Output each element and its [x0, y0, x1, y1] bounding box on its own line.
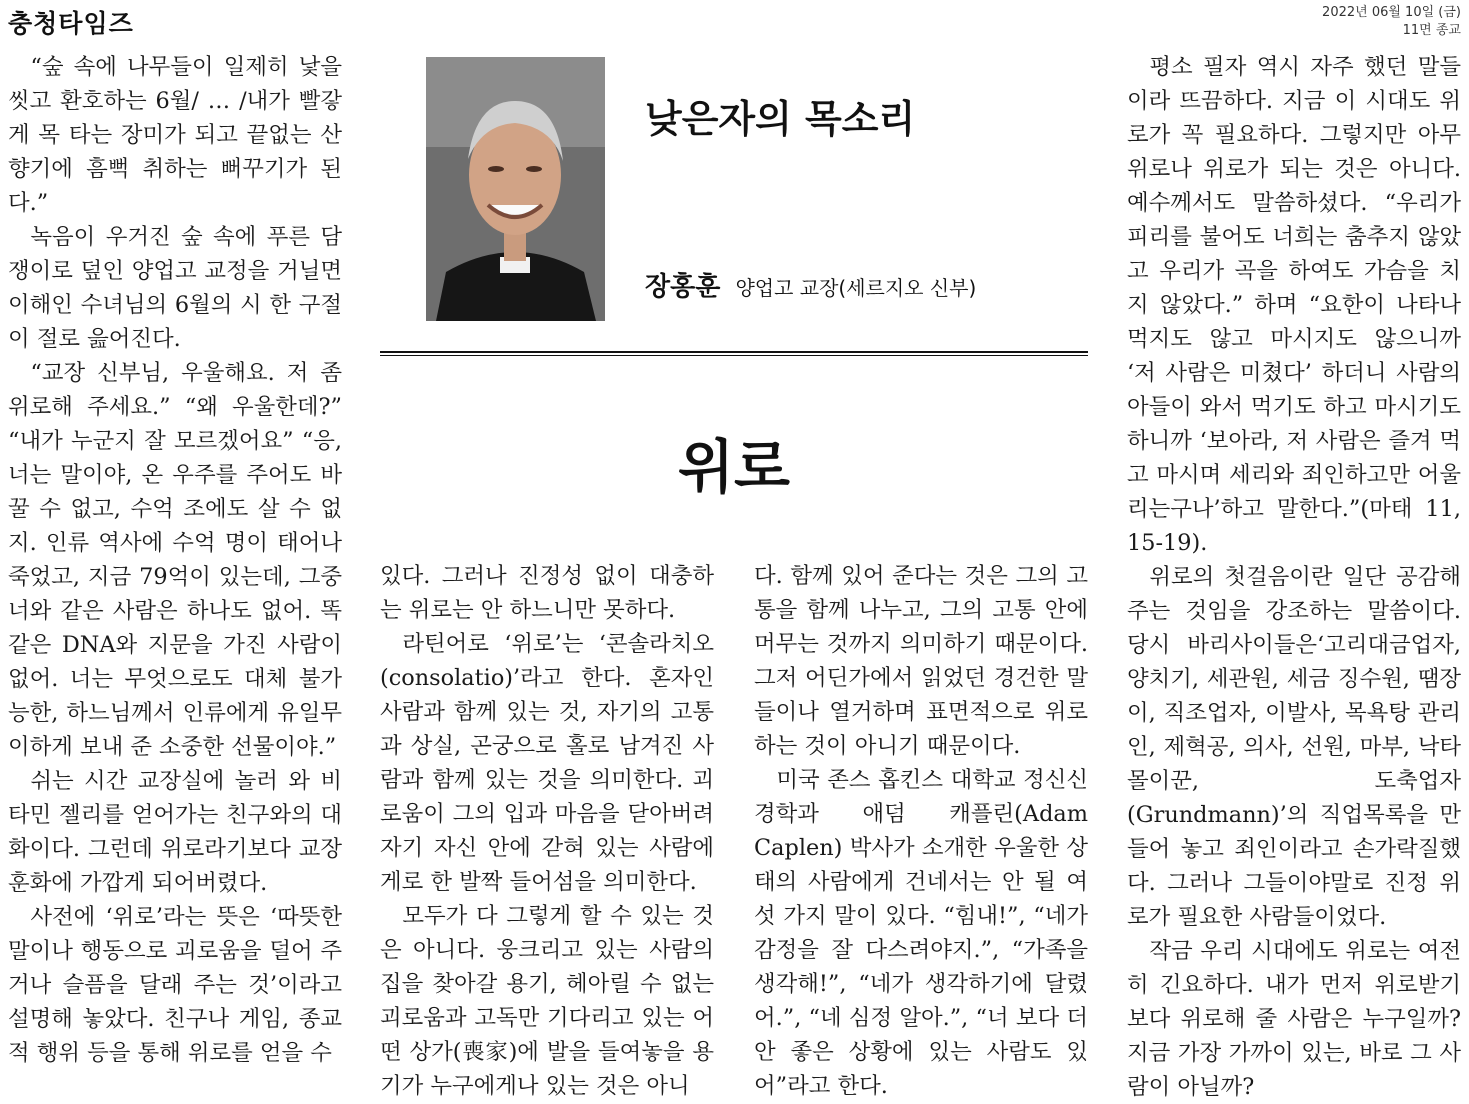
article-column-1	[8, 50, 342, 1070]
author-byline	[645, 266, 976, 303]
paragraph: 위로의 첫걸음이란 일단 공감해 주는 것임을 강조하는 말씀이다. 당시 바리사이들은‘고리대금업자, 양치기, 세관원, 세금 징수원, 땜장이, 직조업자, 이발사, 목욕탕 관리인, 제혁공, 의사, 선원, 마부, 낙타몰이꾼, 도축업자(Grundmann)’의 직업목록을 만들어 놓고 죄인이라고 손가락질했다. 그러나 그들이야말로 진정 위로가 필요한 사람들이었다.	[1127, 564, 1461, 930]
paragraph: 다. 함께 있어 준다는 것은 그의 고통을 함께 나누고, 그의 고통 안에 머무는 것까지 의미하기 때문이다. 그저 어딘가에서 읽었던 경건한 말들이나 열거하며 표면적으로 위로하는 것이 아니기 때문이다.	[754, 563, 1088, 759]
divider-line	[380, 351, 1088, 353]
author-photo	[426, 57, 605, 321]
issue-date: 2022년 06월 10일 (금)	[1322, 5, 1461, 20]
paragraph: 평소 필자 역시 자주 했던 말들이라 뜨끔하다. 지금 이 시대도 위로가 꼭 필요하다. 그렇지만 아무 위로나 위로가 되는 것은 아니다. 예수께서도 말씀하셨다. “우리가 피리를 불어도 너희는 춤추지 않았고 우리가 곡을 하여도 가슴을 치지 않았다.” 하며 “요한이 나타나 먹지도 않고 마시지도 않으니까 ‘저 사람은 미쳤다’ 하더니 사람의 아들이 와서 먹기도 하고 마시기도 하니까 ‘보아라, 저 사람은 즐겨 먹고 마시며 세리와 죄인하고만 어울리는구나’하고 말한다.”(마태 11, 15-19).	[1127, 54, 1461, 556]
paragraph: 미국 존스 홉킨스 대학교 정신신경학과 애덤 캐플린(Adam Caplen) 박사가 소개한 우울한 상태의 사람에게 건네서는 안 될 여섯 가지 말이 있다. “힘내!”, “네가 감정을 잘 다스려야지.”, “가족을 생각해!”, “네가 생각하기에 달렸어.”, “네 심정 알아.”, “너 보다 더 안 좋은 상황에 있는 사람도 있어”라고 한다.	[754, 767, 1088, 1099]
author-name: 장홍훈	[645, 272, 721, 302]
article-column-2	[380, 559, 714, 1103]
dateline	[1322, 4, 1461, 40]
paragraph: 있다. 그러나 진정성 없이 대충하는 위로는 안 하느니만 못하다.	[380, 563, 714, 623]
paragraph: 작금 우리 시대에도 위로는 여전히 긴요하다. 내가 먼저 위로받기보다 위로해 줄 사람은 누구일까? 지금 가장 가까이 있는, 바로 그 사람이 아닐까?	[1127, 938, 1461, 1100]
author-role: 양업고 교장(세르지오 신부)	[735, 276, 977, 300]
column-title: 낮은자의 목소리	[645, 97, 916, 141]
paragraph: 사전에 ‘위로’라는 뜻은 ‘따뜻한 말이나 행동으로 괴로움을 덜어 주거나 슬픔을 달래 주는 것’이라고 설명해 놓았다. 친구나 게임, 종교적 행위 등을 통해 위로를 얻을 수	[8, 904, 342, 1066]
paragraph: “숲 속에 나무들이 일제히 낯을 씻고 환호하는 6월/ … /내가 빨갛게 목 타는 장미가 되고 끝없는 산 향기에 흠뻑 취하는 뻐꾸기가 된다.”	[8, 54, 342, 216]
paragraph: 쉬는 시간 교장실에 놀러 와 비타민 젤리를 얻어가는 친구와의 대화이다. 그런데 위로라기보다 교장 훈화에 가깝게 되어버렸다.	[8, 768, 342, 896]
paragraph: “교장 신부님, 우울해요. 저 좀 위로해 주세요.” “왜 우울한데?” “내가 누군지 잘 모르겠어요” “응, 너는 말이야, 온 우주를 주어도 바꿀 수 없고, 수억 조에도 살 수 없지. 인류 역사에 수억 명이 태어나 죽었고, 지금 79억이 있는데, 그중 너와 같은 사람은 하나도 없어. 똑같은 DNA와 지문을 가진 사람이 없어. 너는 무엇으로도 대체 불가능한, 하느님께서 인류에게 유일무이하게 보내 준 소중한 선물이야.”	[8, 360, 342, 760]
divider-line	[380, 355, 1088, 356]
paragraph: 모두가 다 그렇게 할 수 있는 것은 아니다. 웅크리고 있는 사람의 집을 찾아갈 용기, 헤아릴 수 없는 괴로움과 고독만 기다리고 있는 어떤 상가(喪家)에 발을 들여놓을 용기가 누구에게나 있는 것은 아니	[380, 903, 714, 1099]
page-section: 11면 종교	[1402, 23, 1461, 38]
article-column-3	[754, 559, 1088, 1103]
paragraph: 녹음이 우거진 숲 속에 푸른 담쟁이로 덮인 양업고 교정을 거닐면 이해인 수녀님의 6월의 시 한 구절이 절로 읊어진다.	[8, 224, 342, 352]
paragraph: 라틴어로 ‘위로’는 ‘콘솔라치오(consolatio)’라고 한다. 혼자인 사람과 함께 있는 것, 자기의 고통과 상실, 곤궁으로 홀로 남겨진 사람과 함께 있는 것을 의미한다. 괴로움이 그의 입과 마음을 닫아버려 자기 자신 안에 갇혀 있는 사람에게로 한 발짝 들어섬을 의미한다.	[380, 631, 714, 895]
article-column-4	[1127, 50, 1461, 1104]
newspaper-masthead: 충청타임즈	[8, 9, 134, 38]
article-headline: 위로	[677, 433, 791, 501]
